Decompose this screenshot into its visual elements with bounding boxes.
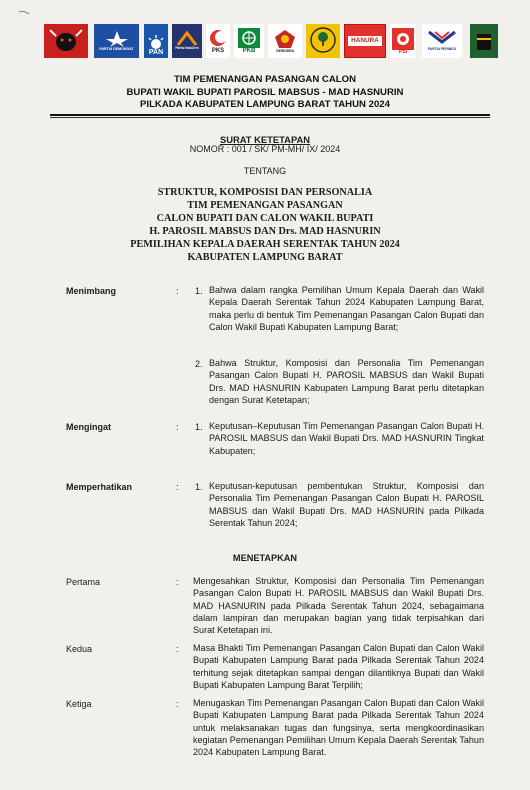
golkar-logo — [306, 24, 340, 58]
document-title — [0, 186, 530, 264]
perindo-logo: PARTAI PERINDO — [422, 24, 462, 58]
document-number: NOMOR : 001 / SK/ PM-MH/ IX/ 2024 — [189, 144, 341, 154]
kedua-colon: : — [176, 644, 179, 654]
sun-icon — [147, 35, 165, 49]
nasdem-mark-icon — [176, 31, 198, 47]
memperhatikan-item-1-text: Keputusan-keputusan pembentukan Struktur, Komposisi dan Personalia Tim Pemenangan Pasangan Calon Bupati H. PAROSIL MABSUS dan Wakil Bupati Drs. MAD HASNURIN pada Pilkada Serentak Tahun 2024; — [209, 481, 484, 529]
ketiga-colon: : — [176, 699, 179, 709]
nasdem-logo: Partai NasDem — [172, 24, 202, 58]
title-line: TIM PEMENANGAN PASANGAN — [187, 200, 343, 211]
letterhead-rule-thin — [50, 117, 490, 118]
pkb-logo: PKB — [234, 24, 264, 58]
mengingat-item-1-text: Keputusan–Keputusan Tim Pemenangan Pasangan Calon Bupati H. PAROSIL MABSUS dan Wakil Bupati Drs. MAD HASNURIN Tingkat Kabupaten; — [209, 421, 484, 456]
bull-icon — [44, 24, 88, 58]
menimbang-colon: : — [176, 286, 179, 296]
letterhead-line-1: TIM PEMENANGAN PASANGAN CALON — [173, 74, 357, 85]
letterhead — [0, 74, 530, 112]
ketiga-text: Menugaskan Tim Pemenangan Pasangan Calon Bupati dan Calon Wakil Bupati Kabupaten Lampung Barat pada Pilkada Serentak Tahun 2024 untuk melaksanakan tugas dan fungsinya, serta mengkoordinasikan kegiatan Pemenangan Pemilihan Umum Kepala Daerah Serentak Tahun 2024 Kabupaten Lampung Barat. — [193, 698, 484, 758]
bird-wings-icon — [427, 30, 457, 48]
pertama-colon: : — [176, 577, 179, 587]
crescent-icon — [208, 28, 228, 48]
title-line: PEMILIHAN KEPALA DAERAH SERENTAK TAHUN 2024 — [130, 239, 400, 250]
mengingat-colon: : — [176, 422, 179, 432]
kaaba-icon — [473, 26, 495, 56]
partai-buruh-logo — [470, 24, 498, 58]
menetapkan-heading: MENETAPKAN — [232, 553, 298, 563]
letterhead-rule-thick — [50, 114, 490, 116]
banyan-tree-icon — [309, 26, 337, 56]
gerindra-logo: GERINDRA — [268, 24, 302, 58]
hanura-logo: HANURA — [344, 24, 386, 58]
menimbang-item-1-number: 1. — [195, 286, 203, 296]
psi-logo: PSI — [390, 24, 416, 58]
pdi-perjuangan-logo — [44, 24, 88, 58]
mengingat-item-1-number: 1. — [195, 422, 203, 432]
garuda-icon — [273, 28, 297, 50]
tentang-label: TENTANG — [243, 166, 287, 176]
party-logo-strip — [44, 24, 500, 60]
mercy-star-icon — [105, 30, 129, 48]
title-line: H. PAROSIL MABSUS DAN Drs. MAD HASNURIN — [149, 226, 381, 237]
letterhead-line-3: PILKADA KABUPATEN LAMPUNG BARAT TAHUN 2024 — [140, 99, 390, 110]
globe-icon — [238, 28, 260, 48]
pertama-text: Mengesahkan Struktur, Komposisi dan Personalia Tim Pemenangan Pasangan Calon Bupati H. PAROSIL MABSUS dan Wakil Bupati Drs. MAD HASNURIN pada Pilkada Serentak Tahun 2024, sebagaimana dalam lampiran dan merupakan bagian yang tidak terpisahkan dari Surat Ketetapan ini. — [193, 576, 484, 636]
menimbang-item-2-text: Bahwa Struktur, Komposisi dan Personalia Tim Pemenangan Pasangan Calon Bupati H. PAROSIL MABSUS dan Wakil Bupati Drs. MAD HASNURIN Kabupaten Lampung Barat perlu ditetapkan dengan Surat Ketetapan; — [209, 358, 484, 406]
menimbang-label: Menimbang — [66, 286, 117, 296]
title-line: KABUPATEN LAMPUNG BARAT — [187, 252, 343, 263]
menimbang-item-1-text: Bahwa dalam rangka Pemilihan Umum Kepala Daerah dan Wakil Kepala Daerah Serentak Tahun 2024 Kabupaten Lampung Barat, maka perlu di bentuk Tim Pemenangan Pasangan Calon Bupati dan Calon Wakil Bupati Kabupaten Lampung Barat; — [209, 285, 484, 333]
memperhatikan-label: Memperhatikan — [66, 482, 133, 492]
kedua-text: Masa Bhakti Tim Pemenangan Pasangan Calon Bupati dan Calon Wakil Bupati Kabupaten Lampung Barat pada Pilkada Serentak Tahun 2024 terhitung sejak ditetapkan sampai dengan dilantiknya Bupati dan Wakil Bupati Kabupaten Lampung Barat Terpilih; — [193, 643, 484, 691]
memperhatikan-colon: : — [176, 482, 179, 492]
mengingat-label: Mengingat — [66, 422, 111, 432]
demokrat-logo: PARTAI DEMOKRAT — [94, 24, 139, 58]
ketiga-label: Ketiga — [66, 699, 92, 709]
title-line: STRUKTUR, KOMPOSISI DAN PERSONALIA — [157, 187, 373, 198]
pan-logo: PAN — [144, 24, 168, 58]
title-line: CALON BUPATI DAN CALON WAKIL BUPATI — [156, 213, 374, 224]
menimbang-item-2-number: 2. — [195, 359, 203, 369]
document-type: SURAT KETETAPAN — [219, 134, 311, 145]
scan-mark — [18, 10, 30, 20]
rose-icon — [392, 28, 414, 50]
pertama-label: Pertama — [66, 577, 101, 587]
letterhead-line-2: BUPATI WAKIL BUPATI PAROSIL MABSUS - MAD HASNURIN — [126, 86, 404, 98]
pks-logo: PKS — [206, 24, 230, 58]
kedua-label: Kedua — [66, 644, 93, 654]
memperhatikan-item-1-number: 1. — [195, 482, 203, 492]
